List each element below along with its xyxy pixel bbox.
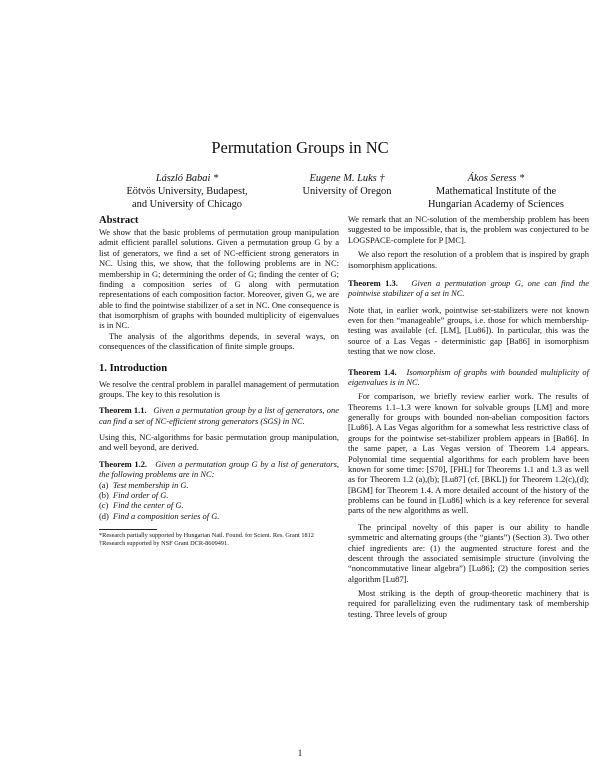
body-paragraph: We resolve the central problem in parallel management of permutation groups. The key to this resolution is	[99, 378, 339, 399]
body-paragraph: For comparison, we briefly review earlier work. The results of Theorems 1.1–1.3 were known for solvable groups [LM] and more generally for groups with bounded non-abelian composition factors [Lu86]. A Las Vegas algorithm for a somewhat less restrictive class of groups for the pointwise set-stabilizer problem appears in [Ba86]. In the same paper, a Las Vegas version of Theorem 1.4 appears. Polynomial time sequential algorithms for each problem have been known for some time: [S70], [FHL] for Theorems 1.1 and 1.3 as well as for Theorem 1.2 (a),(b); [Lu87] (cf. [BKL]) for Theorem 1.2(c),(d); [BGM] for Theorem 1.4. A more detailed account of the history of the problems can be found in [Lu86] which is a key reference for several parts of the new algorithms as well.	[348, 391, 589, 516]
item-label: (c)	[99, 500, 109, 511]
author-seress	[386, 172, 600, 211]
section-heading-introduction: 1. Introduction	[99, 362, 168, 374]
abstract-paragraph: The analysis of the algorithms depends, in several ways, on consequences of the classification of finite simple groups.	[99, 330, 339, 352]
author-affiliation: University of Oregon	[302, 186, 392, 197]
abstract-heading: Abstract	[99, 215, 139, 226]
body-paragraph: The principal novelty of this paper is our ability to handle symmetric and alternating groups (the “giants”) (Section 3). Two other chief ingredients are: (1) the augmented structure forest and the descent through the associated semisimple structure (involving the “noncommutative linear algebra”) [Lu86]; (2) the composition series algorithm [Lu87].	[348, 521, 589, 584]
body-paragraph: Using this, NC-algorithms for basic permutation group manipulation, and well beyond, are derived.	[99, 432, 339, 453]
list-item	[99, 511, 339, 521]
body-paragraph: Note that, in earlier work, pointwise set-stabilizers were not known even for then “manageable” groups, i.e. those for which membership-testing was available (cf. [LM], [Lu86]). In particular, this was the source of a Las Vegas - deterministic gap [Ba86] in isomorphism testing that we now close.	[348, 304, 589, 357]
item-text: Find a composition series of G.	[113, 510, 220, 521]
item-label: (a)	[99, 479, 109, 490]
author-affiliation: Eötvös University, Budapest,	[126, 186, 248, 197]
left-column	[99, 214, 339, 547]
author-affiliation: and University of Chicago	[132, 199, 242, 210]
list-item	[99, 490, 339, 500]
right-column	[348, 214, 589, 619]
footnote-rule	[99, 529, 157, 530]
list-item	[99, 500, 339, 510]
theorem-label: Theorem 1.1.	[99, 405, 147, 416]
theorem-label: Theorem 1.4.	[348, 366, 397, 377]
item-label: (d)	[99, 510, 109, 521]
footnote: *Research partially supported by Hungarian Natl. Found. for Scient. Res. Grant 1812	[99, 532, 314, 539]
theorem-statement: Given a permutation group G, one can find the pointwise stabilizer of a set in NC.	[348, 277, 589, 299]
abstract-paragraph: We show that the basic problems of permutation group manipulation admit efficient parallel solutions. Given a permutation group G by a list of generators, we find a set of NC-efficient strong generators in NC. Using this, we show, that the following problems are in NC: membership in G; determining the order of G; finding the center of G; finding a composition series of G along with permutation representations of each composition factor. Moreover, given G, we are able to find the pointwise stabilizer of a set in NC. One consequence is that isomorphism of graphs with bounded multiplicity of eigenvalues is in NC.	[99, 227, 339, 331]
theorem-label: Theorem 1.2.	[99, 458, 148, 469]
theorem-item-list	[99, 480, 339, 522]
theorem-1-4	[348, 367, 589, 388]
theorem-1-1	[99, 405, 339, 426]
item-text: Test membership in G.	[113, 479, 189, 490]
author-name: Eugene M. Luks †	[309, 173, 385, 184]
author-name: László Babai *	[155, 173, 219, 184]
theorem-statement: Isomorphism of graphs with bounded multiplicity of eigenvalues is in NC.	[348, 366, 589, 387]
page-number: 1	[297, 748, 303, 758]
theorem-label: Theorem 1.3.	[348, 277, 398, 288]
author-name: Ákos Seress *	[467, 173, 525, 184]
theorem-1-3	[348, 278, 589, 299]
theorem-1-2	[99, 459, 339, 480]
item-text: Find the center of G.	[113, 500, 184, 511]
list-item	[99, 480, 339, 490]
author-babai	[92, 172, 282, 211]
item-text: Find order of G.	[113, 489, 169, 500]
theorem-statement: Given a permutation group G by a list of generators, the following problems are in NC:	[99, 458, 339, 480]
body-paragraph: We remark that an NC-solution of the membership problem has been suggested to be impossible, that is, the problem was conjectured to be LOGSPACE-complete for P [MC].	[348, 214, 589, 245]
body-paragraph: Most striking is the depth of group-theoretic machinery that is required for parallelizing even the rudimentary task of membership testing. Three levels of group	[348, 588, 589, 619]
footnote: †Research supported by NSF Grant DCR-8609491.	[99, 539, 229, 547]
item-label: (b)	[99, 489, 109, 500]
body-paragraph: We also report the resolution of a problem that is inspired by graph isomorphism applications.	[348, 249, 589, 270]
paper-title: Permutation Groups in NC	[211, 138, 389, 157]
author-affiliation: Mathematical Institute of the	[435, 186, 557, 197]
theorem-statement: Given a permutation group by a list of generators, one can find a set of NC-efficient strong generators (SGS) in NC.	[99, 405, 339, 426]
author-affiliation: Hungarian Academy of Sciences	[428, 199, 564, 210]
